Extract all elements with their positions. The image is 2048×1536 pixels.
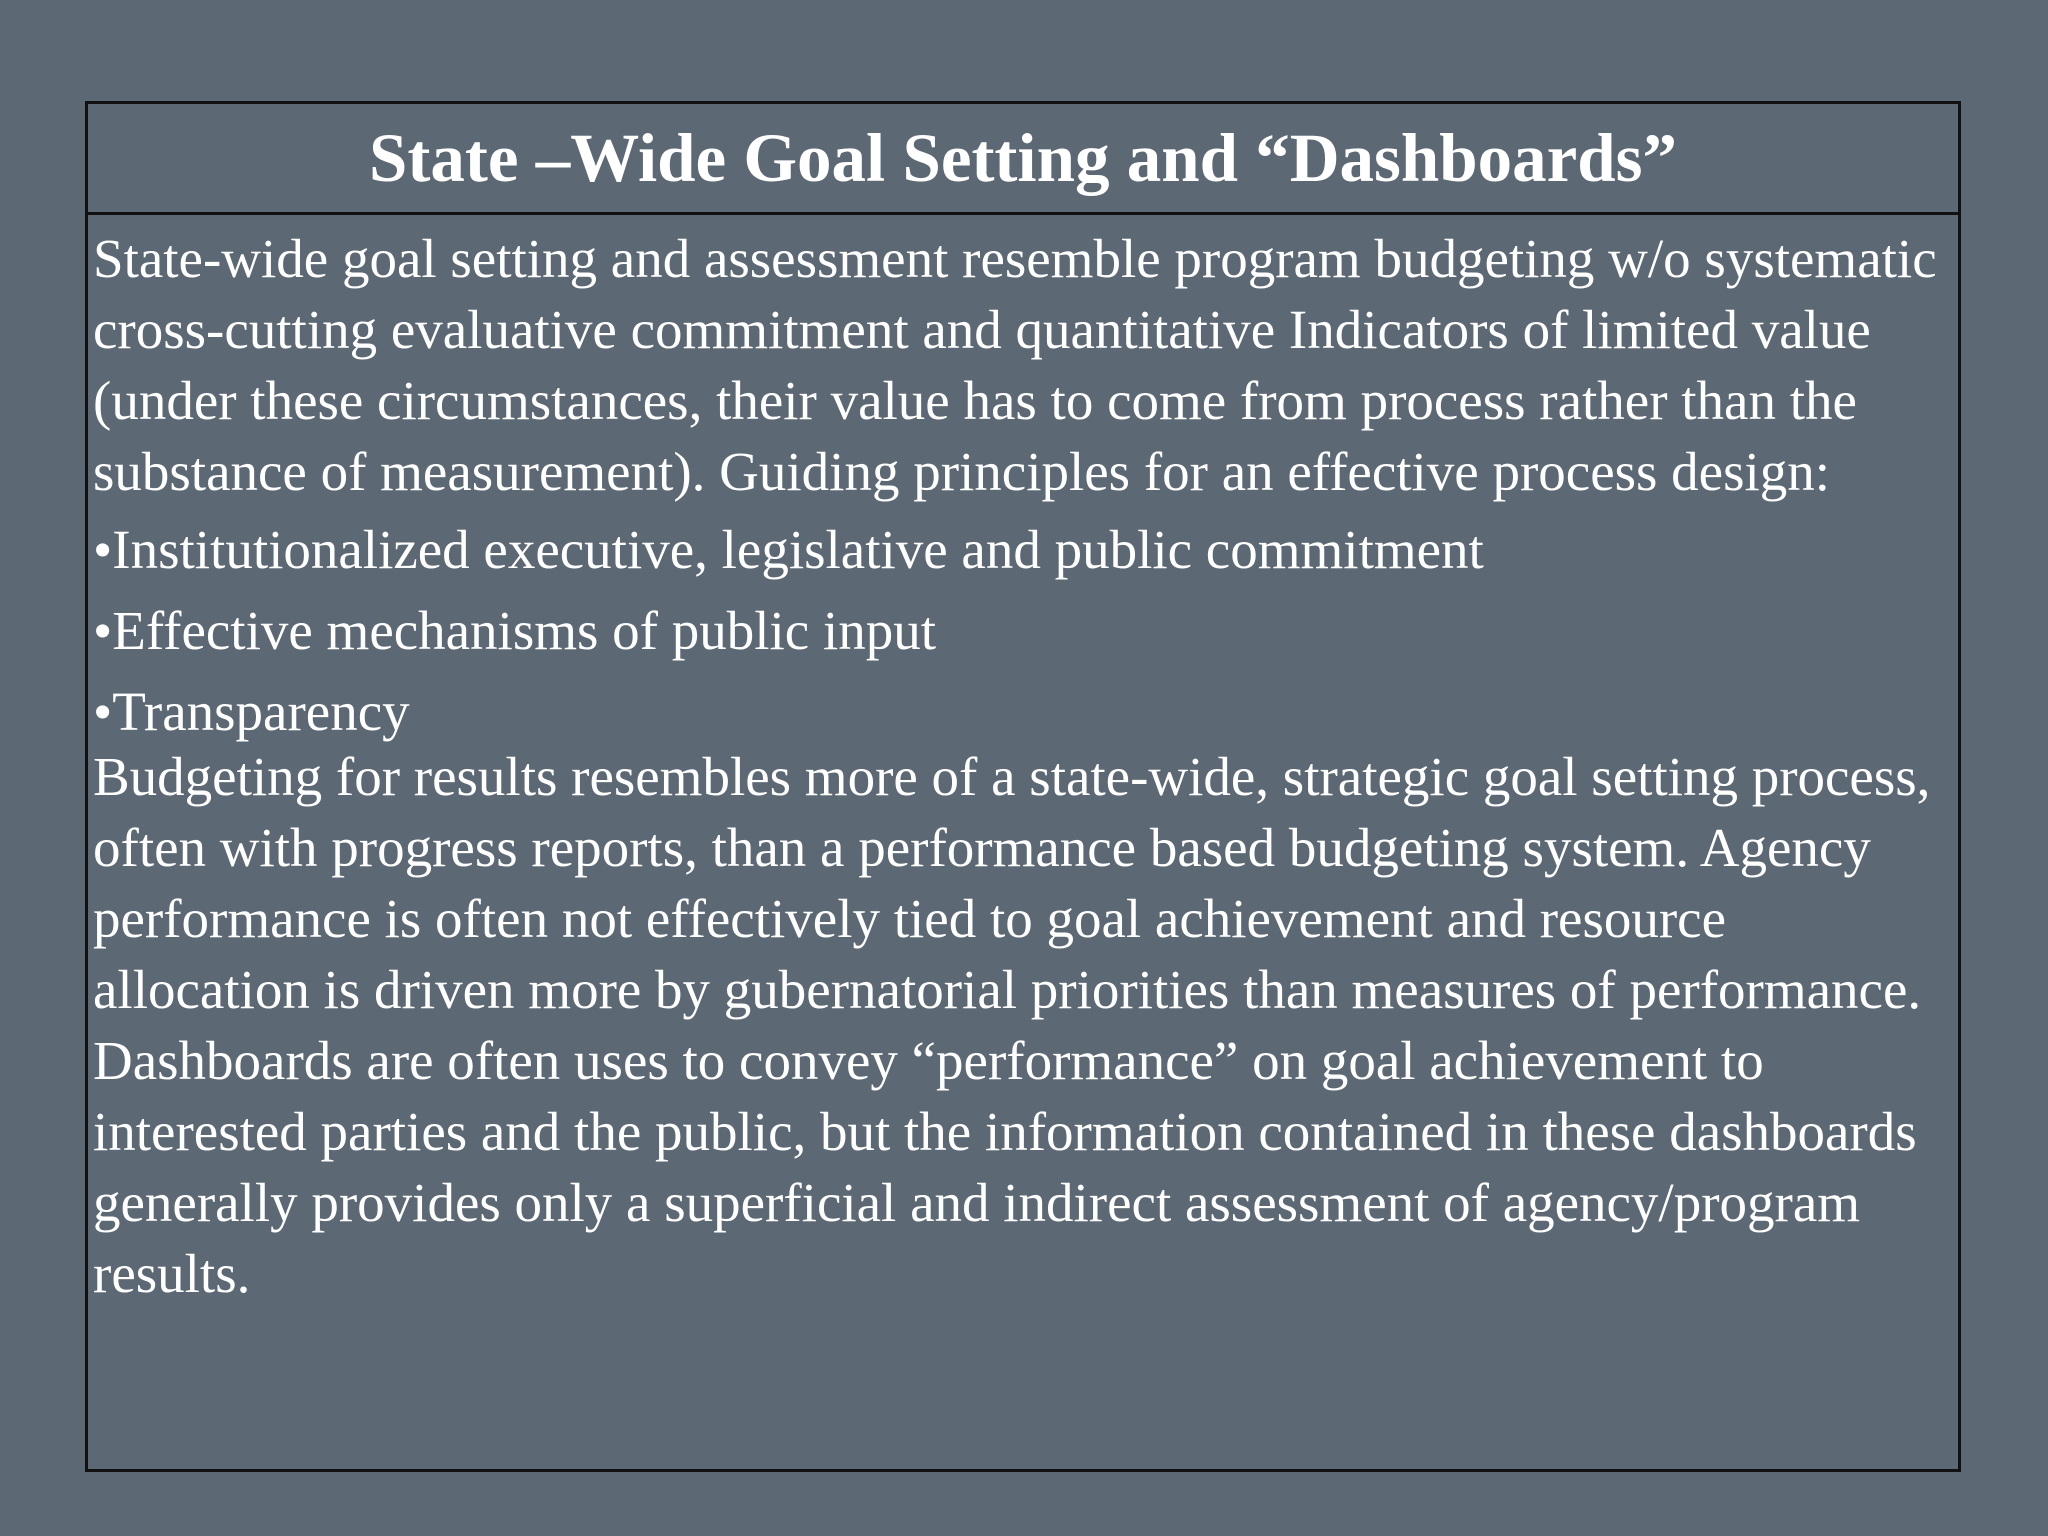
slide-content-box xyxy=(85,101,1961,1472)
title-row xyxy=(88,104,1958,215)
slide-title: State –Wide Goal Setting and “Dashboards” xyxy=(368,119,1677,196)
bullet-list xyxy=(93,514,1952,747)
bullet-item: •Effective mechanisms of public input xyxy=(93,600,937,661)
bullet-item: •Transparency xyxy=(93,681,410,742)
bullet-item: •Institutionalized executive, legislative and public commitment xyxy=(93,519,1484,580)
intro-paragraph: State-wide goal setting and assessment resemble program budgeting w/o systematic cross-cutting evaluative commitment and quantitative Indicators of limited value (under these circumstances, their value has to come from process rather than the substance of measurement). Guiding principles for an effective process design: xyxy=(93,228,1937,502)
slide-body xyxy=(88,215,1958,1309)
closing-paragraph: Budgeting for results resembles more of a state-wide, strategic goal setting process, often with progress reports, than a performance based budgeting system. Agency performance is often not effectively tied to goal achievement and resource allocation is driven more by gubernatorial priorities than measures of performance. Dashboards are often uses to convey “performance” on goal achievement to interested parties and the public, but the information contained in these dashboards generally provides only a superficial and indirect assessment of agency/program results. xyxy=(93,746,1931,1304)
